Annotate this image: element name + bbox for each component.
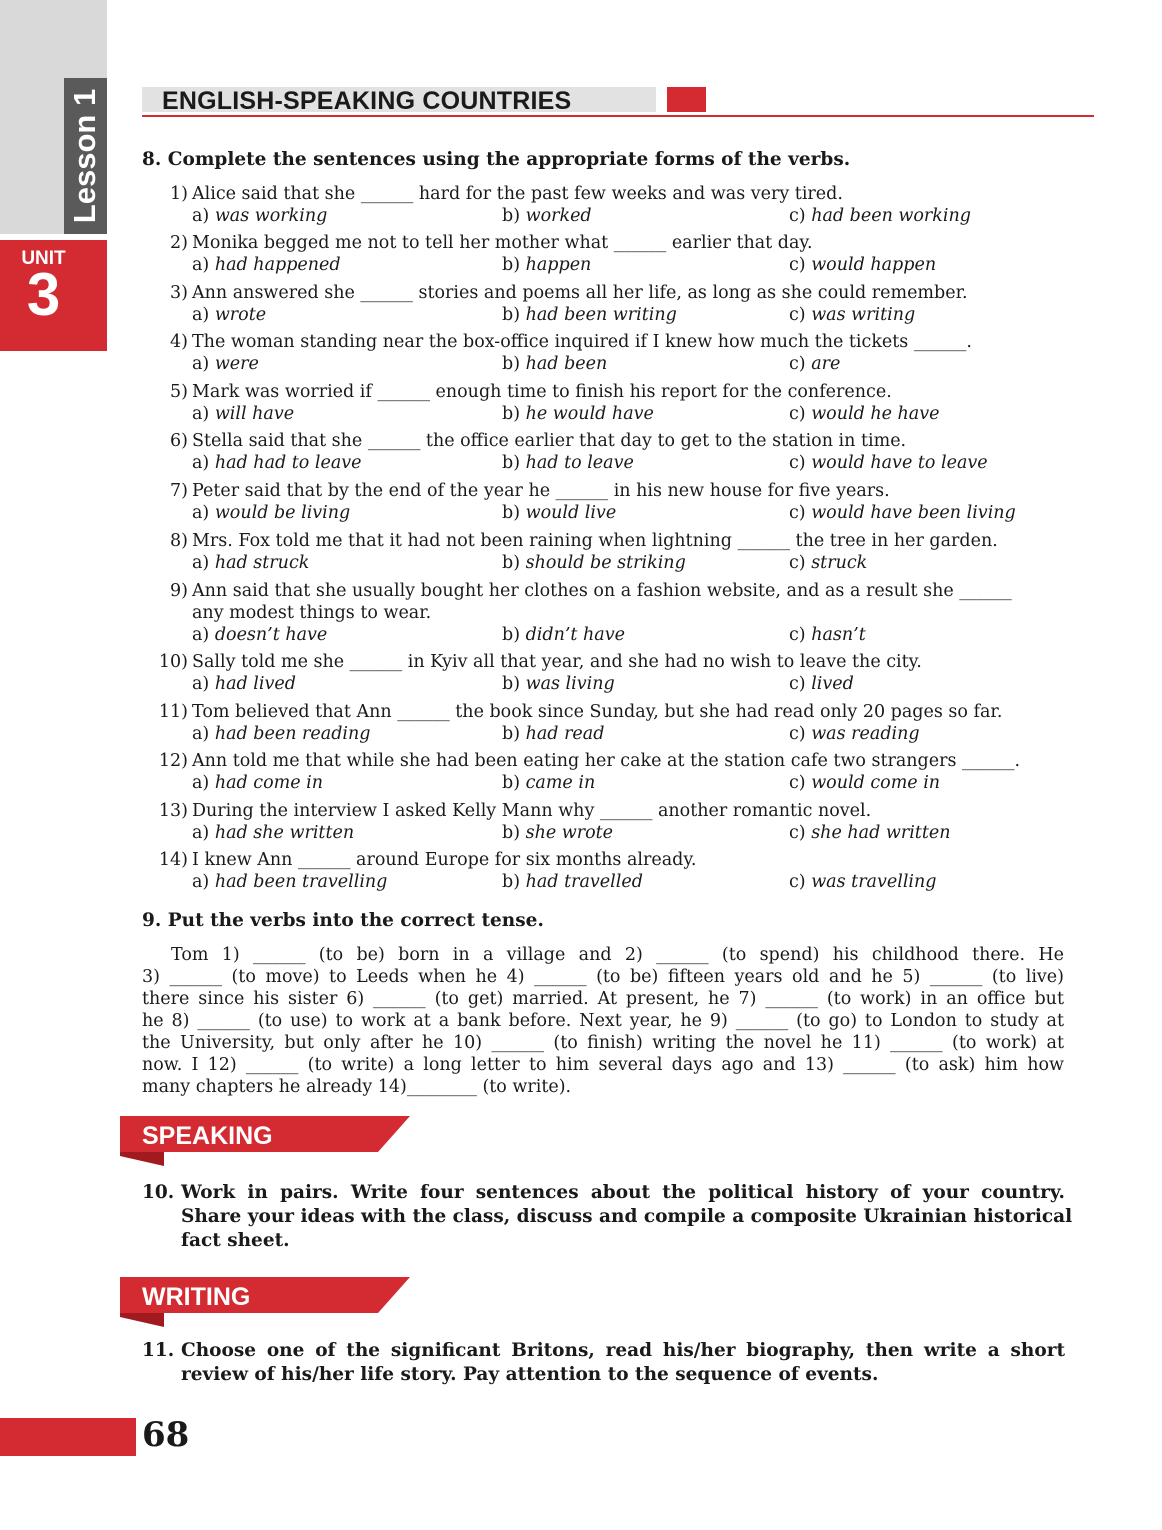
option-b-text: came in [525,773,596,793]
task-11 [142,1339,1065,1387]
question-number: 6) [170,431,188,451]
option-c: c) would he have [789,404,940,424]
option-a-text: had struck [214,553,310,573]
task-9-line: Tom 1) ______ (to be) born in a village and 2) ______ (to spend) his childhood there. He [171,945,1064,965]
option-c-text: had been working [811,206,971,226]
task-11-line: review of his/her life story. Pay attention to the sequence of events. [181,1364,879,1385]
option-b: b) should be striking [502,553,686,573]
option-b: b) worked [502,206,592,226]
page-number: 68 [142,1415,190,1455]
page-number-bar [0,1418,136,1456]
option-b: b) had been writing [502,305,677,325]
task-9-line: now. I 12) ______ (to write) a long letter to him several days ago and 13) ______ (to ask) him how [142,1055,1064,1075]
option-c-text: hasn’t [811,625,866,645]
option-c: c) would have to leave [789,453,988,473]
question-number: 9) [170,581,188,601]
option-c-text: would come in [811,773,941,793]
option-a: a) wrote [192,305,267,325]
question-number: 2) [170,233,188,253]
option-a-text: will have [214,404,295,424]
question-number: 14) [158,850,188,870]
option-c: c) was writing [789,305,916,325]
question-text: Mrs. Fox told me that it had not been raining when lightning ______ the tree in her garden. [192,531,998,551]
option-b-text: had travelled [525,872,643,892]
task-9-line: many chapters he already 14)________ (to write). [142,1077,572,1097]
option-b: b) didn’t have [502,625,625,645]
task-9-heading: 9. Put the verbs into the correct tense. [142,910,544,931]
option-b-text: would live [525,503,617,523]
option-c-text: she had written [811,823,951,843]
option-a-text: had lived [214,674,296,694]
task-11-line: Choose one of the significant Britons, read his/her biography, then write a short [181,1340,1065,1361]
question-text: Ann said that she usually bought her clothes on a fashion website, and as a result she ______ [192,581,1012,601]
option-a-text: had happened [214,255,341,275]
task-9-line: 3) ______ (to move) to Leeds when he 4) ______ (to be) fifteen years old and he 5) ______ (to live) [142,967,1064,987]
task-10-number: 10. [142,1182,175,1203]
question-text: The woman standing near the box-office inquired if I knew how much the tickets ______. [192,332,972,352]
option-a: a) had had to leave [192,453,362,473]
option-b: b) came in [502,773,596,793]
option-b: b) had to leave [502,453,634,473]
option-c: c) would happen [789,255,937,275]
option-b-text: she wrote [525,823,614,843]
option-a: a) had she written [192,823,355,843]
option-c: c) she had written [789,823,951,843]
task-9-line: there since his sister 6) ______ (to get) married. At present, he 7) ______ (to work) in an office but [142,989,1064,1009]
option-b-text: worked [525,206,592,226]
question-number: 7) [170,481,188,501]
option-a: a) were [192,354,259,374]
option-b: b) had travelled [502,872,643,892]
question-text: Tom believed that Ann ______ the book since Sunday, but she had read only 20 pages so far. [192,702,1003,722]
task-10-line: Work in pairs. Write four sentences about the political history of your country. [181,1182,1065,1203]
option-b-text: was living [525,674,615,694]
option-a: a) had been travelling [192,872,388,892]
question-number: 10) [158,652,188,672]
option-a-text: had been reading [214,724,371,744]
option-c-text: would have been living [811,503,1016,523]
question-text: Stella said that she ______ the office earlier that day to get to the station in time. [192,431,907,451]
task-9-line: the University, but only after he 10) ______ (to finish) writing the novel he 11) ______ (to work) at [142,1033,1064,1053]
unit-number: 3 [26,261,61,328]
option-c-text: was reading [811,724,920,744]
option-c-text: would he have [811,404,940,424]
option-b-text: had to leave [525,453,634,473]
option-a: a) doesn’t have [192,625,328,645]
option-c: c) lived [789,674,854,694]
option-a-text: would be living [214,503,351,523]
option-a-text: had been travelling [214,872,388,892]
question-number: 11) [158,702,188,722]
question-text: Mark was worried if ______ enough time to finish his report for the conference. [192,382,892,402]
page-title: ENGLISH-SPEAKING COUNTRIES [162,87,572,115]
task-8-heading: 8. Complete the sentences using the appropriate forms of the verbs. [142,149,851,170]
option-a: a) had been reading [192,724,371,744]
option-a-text: doesn’t have [214,625,328,645]
option-a-text: was working [214,206,328,226]
question-number: 13) [158,801,188,821]
option-b-text: he would have [525,404,654,424]
option-a-text: were [214,354,259,374]
task-11-number: 11. [142,1340,175,1361]
task-10 [142,1181,1073,1253]
question-text: Ann answered she ______ stories and poems all her life, as long as she could remember. [192,283,968,303]
option-a: a) would be living [192,503,351,523]
option-c: c) was reading [789,724,920,744]
question-number: 3) [170,283,188,303]
question-text: Ann told me that while she had been eating her cake at the station cafe two strangers ______. [192,751,1021,771]
option-c: c) was travelling [789,872,937,892]
lesson-label: Lesson 1 [67,88,103,224]
option-a: a) was working [192,206,328,226]
option-b-text: had been [525,354,608,374]
question-number: 1) [170,184,188,204]
option-b: b) was living [502,674,615,694]
option-c-text: are [811,354,841,374]
title-underline [142,115,1094,117]
option-b-text: had been writing [525,305,677,325]
option-c-text: would have to leave [811,453,988,473]
question-number: 5) [170,382,188,402]
option-a-text: wrote [214,305,267,325]
option-c-text: struck [811,553,868,573]
option-a-text: had she written [214,823,355,843]
option-a: a) had struck [192,553,310,573]
option-a: a) had happened [192,255,341,275]
option-b-text: had read [525,724,605,744]
option-c: c) would come in [789,773,941,793]
option-b-text: didn’t have [525,625,625,645]
lesson-label-wrap [64,78,107,234]
question-text: I knew Ann ______ around Europe for six months already. [192,850,697,870]
question-text: Sally told me she ______ in Kyiv all that year, and she had no wish to leave the city. [192,652,922,672]
option-c-text: lived [811,674,854,694]
question-number: 12) [158,751,188,771]
task-9-paragraph [142,944,1064,1098]
option-c: c) hasn’t [789,625,866,645]
option-b-text: should be striking [525,553,686,573]
option-c-text: was writing [811,305,916,325]
question-text: any modest things to wear. [192,603,432,623]
writing-label: WRITING [142,1283,251,1311]
option-c-text: would happen [811,255,937,275]
option-c-text: was travelling [811,872,937,892]
question-number: 4) [170,332,188,352]
option-c: c) had been working [789,206,971,226]
question-text: Alice said that she ______ hard for the past few weeks and was very tired. [192,184,843,204]
option-c: c) struck [789,553,868,573]
option-b: b) he would have [502,404,654,424]
option-a-text: had come in [214,773,324,793]
option-a: a) will have [192,404,295,424]
task-9-line: he 8) ______ (to use) to work at a bank before. Next year, he 9) ______ (to go) to London to study at [142,1011,1064,1031]
option-b: b) she wrote [502,823,614,843]
title-accent-block [667,87,706,112]
option-b: b) had been [502,354,608,374]
question-number: 8) [170,531,188,551]
option-a: a) had lived [192,674,296,694]
option-a: a) had come in [192,773,324,793]
unit-badge [0,240,107,351]
option-b: b) had read [502,724,605,744]
task-10-line: fact sheet. [181,1230,290,1251]
option-a-text: had had to leave [214,453,362,473]
option-c: c) would have been living [789,503,1016,523]
option-c: c) are [789,354,841,374]
question-text: Monika begged me not to tell her mother what ______ earlier that day. [192,233,813,253]
unit-label: UNIT [21,248,66,269]
speaking-label: SPEAKING [142,1122,273,1150]
option-b: b) would live [502,503,617,523]
option-b: b) happen [502,255,592,275]
task-10-line: Share your ideas with the class, discuss and compile a composite Ukrainian historical [181,1206,1073,1227]
option-b-text: happen [525,255,592,275]
question-text: Peter said that by the end of the year he ______ in his new house for five years. [192,481,890,501]
question-text: During the interview I asked Kelly Mann why ______ another romantic novel. [192,801,872,821]
